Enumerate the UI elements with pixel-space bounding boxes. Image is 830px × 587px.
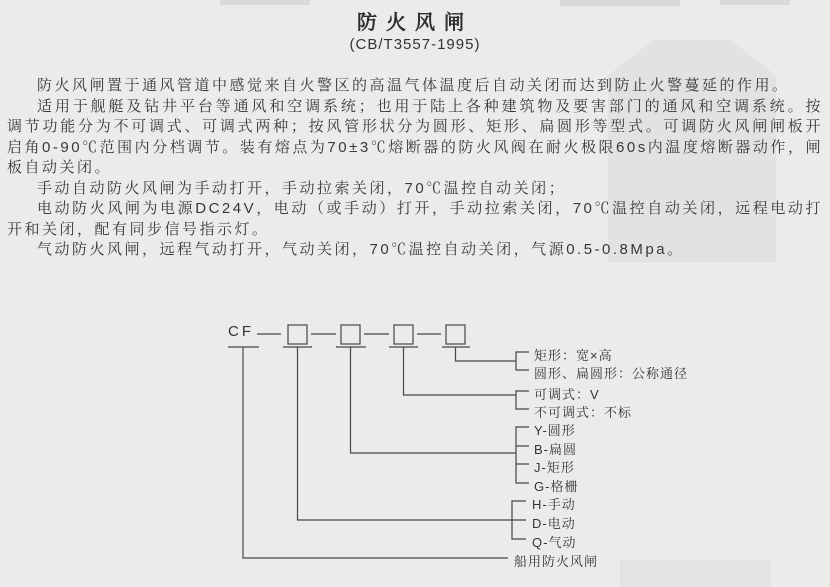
legend-size-round: 圆形、扁圆形：公称通径: [534, 366, 689, 381]
legend-manual: H-手动: [532, 497, 576, 512]
paragraph-application: 适用于舰艇及钻井平台等通风和空调系统；也用于陆上各种建筑物及要害部门的通风和空调系统。按调节功能分为不可调式、可调式两种；按风管形状分为圆形、矩形、扁圆形等型式。可调防火风闸闸板开启角0-90℃范围内分档调节。装有熔点为70±3℃熔断器的防火风阀在耐火极限60s内温度熔断器动作，闸板自动关闭。: [7, 97, 823, 176]
paragraph-electric: 电动防火风闸为电源DC24V，电动（或手动）打开，手动拉索关闭，70℃温控自动关闭，远程电动打开和关闭，配有同步信号指示灯。: [7, 200, 823, 238]
page-title: 防火风闸: [357, 12, 473, 34]
paragraph-manual: 手动自动防火风闸为手动打开，手动拉索关闭，70℃温控自动关闭；: [37, 179, 567, 197]
legend-shape-round: Y-圆形: [534, 423, 576, 438]
legend-non-adjustable: 不可调式：不标: [534, 405, 633, 420]
legend-shape-flat-oval: B-扁圆: [534, 442, 578, 457]
legend-shape-rect: J-矩形: [534, 460, 575, 475]
paragraph-overview: 防火风闸置于通风管道中感觉来自火警区的高温气体温度后自动关闭而达到防止火警蔓延的作用。: [37, 77, 790, 94]
paragraph-pneumatic: 气动防火风闸，远程气动打开，气动关闭，70℃温控自动关闭，气源0.5-0.8Mpa。: [37, 241, 685, 258]
code-prefix: CF: [228, 323, 254, 340]
legend-electric: D-电动: [532, 516, 576, 531]
legend-pneumatic: Q-气动: [532, 535, 577, 550]
legend-adjustable: 可调式：V: [534, 387, 600, 402]
legend-size-rect: 矩形：宽×高: [534, 348, 613, 363]
legend-shape-grille: G-格栅: [534, 479, 579, 494]
legend-product-family: 船用防火风闸: [514, 554, 599, 569]
standard-number: (CB/T3557-1995): [349, 36, 481, 53]
